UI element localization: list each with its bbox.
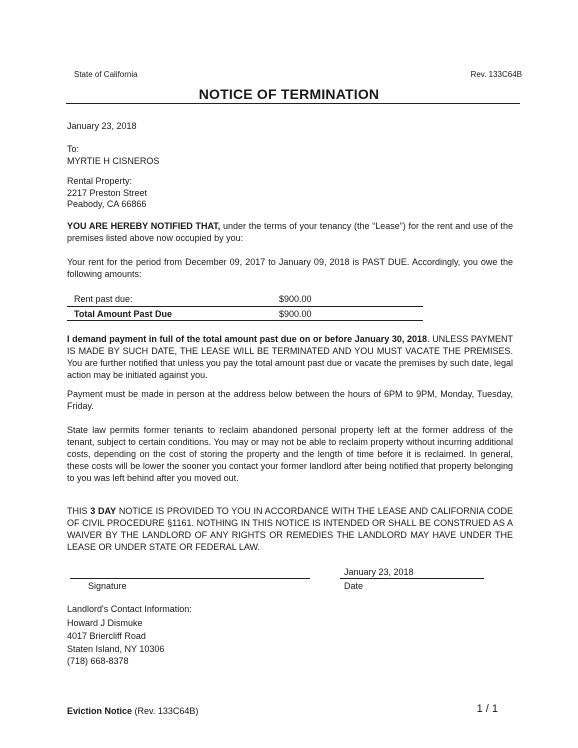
legal-notice-pre: THIS <box>67 506 91 516</box>
amounts-rule <box>67 306 423 307</box>
landlord-label: Landlord's Contact Information: <box>67 604 192 614</box>
landlord-address-line2: Staten Island, NY 10306 <box>67 644 165 654</box>
past-due-paragraph: Your rent for the period from December 09, 2017 to January 09, 2018 is PAST DUE. Accordingly, you owe the following amounts: <box>67 257 513 279</box>
footer-title <box>67 705 198 717</box>
landlord-address-line1: 4017 Briercliff Road <box>67 631 146 641</box>
demand-rest: . UNLESS PAYMENT IS MADE BY SUCH DATE, THE LEASE WILL BE TERMINATED AND YOU MUST VACATE THE PREMISES. You are further notified that unless you pay the total amount past due or vacate the premises by such date, legal action may be initiated against you. <box>67 334 513 380</box>
state-label: State of California <box>74 70 138 79</box>
notified-rest: under the terms of your tenancy (the “Lease”) for the rent and use of the premises listed above now occupied by you: <box>67 221 513 243</box>
date-line <box>340 578 484 579</box>
notified-bold: YOU ARE HEREBY NOTIFIED THAT, <box>67 221 221 231</box>
legal-notice-rest: NOTICE IS PROVIDED TO YOU IN ACCORDANCE WITH THE LEASE AND CALIFORNIA CODE OF CIVIL PROCEDURE §1161. NOTHING IN THIS NOTICE IS INTENDED OR SHALL BE CONSTRUED AS A WAIVER BY THE LANDLORD OF ANY RIGHTS OR REMEDIES THE LANDLORD MAY HAVE UNDER THE LEASE OR UNDER STATE OR FEDERAL LAW. <box>67 506 513 552</box>
property-line2: Peabody, CA 66866 <box>67 199 147 209</box>
demand-bold: I demand payment in full of the total amount past due on or before January 30, 2018 <box>67 334 428 344</box>
total-past-due-value: $900.00 <box>279 309 312 319</box>
payment-paragraph: Payment must be made in person at the address below between the hours of 6PM to 9PM, Monday, Tuesday, Friday. <box>67 389 513 411</box>
notified-paragraph <box>67 220 513 244</box>
signature-line <box>70 578 310 579</box>
notice-date: January 23, 2018 <box>67 121 137 131</box>
signature-label: Signature <box>88 581 127 591</box>
rent-past-due-label: Rent past due: <box>74 294 133 304</box>
state-law-paragraph: State law permits former tenants to reclaim abandoned personal property left at the former address of the tenant, subject to certain conditions. You may or may not be able to reclaim property without incurring additional costs, depending on the cost of storing the property and the length of time before it is reclaimed. In general, these costs will be lower the sooner you contact your former landlord after being notified that property belonging to you was left behind after you moved out. <box>67 425 513 483</box>
revision-label: Rev. 133C64B <box>470 70 522 79</box>
legal-notice-days: 3 DAY <box>90 506 117 516</box>
footer-title-bold: Eviction Notice <box>67 706 133 716</box>
property-line1: 2217 Preston Street <box>67 188 148 198</box>
title-rule <box>66 103 520 104</box>
demand-paragraph <box>67 333 513 381</box>
footer-title-rest: (Rev. 133C64B) <box>132 706 199 716</box>
legal-notice-paragraph <box>67 505 513 553</box>
signature-date-value: January 23, 2018 <box>344 567 414 577</box>
page-number: 1 / 1 <box>476 703 498 715</box>
date-label: Date <box>344 581 364 591</box>
to-label: To: <box>67 144 80 154</box>
total-past-due-label: Total Amount Past Due <box>74 309 173 319</box>
page-title: NOTICE OF TERMINATION <box>198 86 380 102</box>
rent-past-due-value: $900.00 <box>279 294 312 304</box>
amounts-bottom-rule <box>67 320 423 321</box>
landlord-phone: (718) 668-8378 <box>67 656 129 666</box>
tenant-name: MYRTIE H CISNEROS <box>67 156 160 166</box>
property-label: Rental Property: <box>67 176 133 186</box>
landlord-name: Howard J Dismuke <box>67 618 143 628</box>
